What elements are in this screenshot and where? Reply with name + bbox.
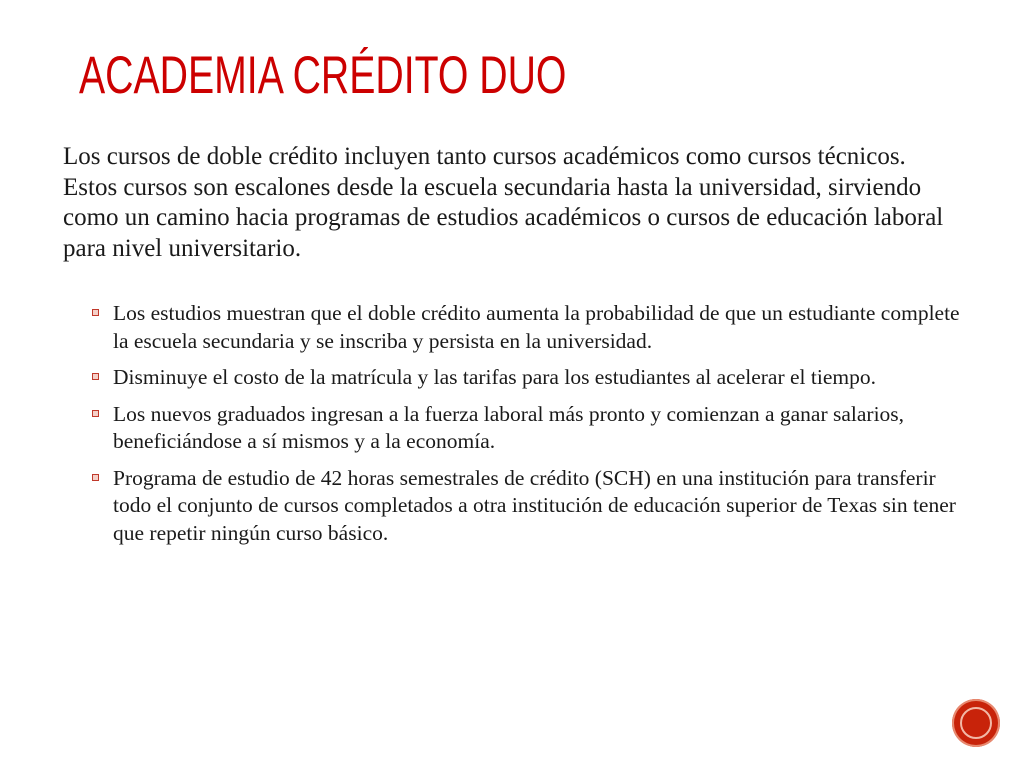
- intro-paragraph: Los cursos de doble crédito incluyen tanto cursos académicos como cursos técnicos. Estos cursos son escalones desde la escuela secundaria hasta la universidad, sirviendo como un camino hacia programas de estudios académicos o cursos de educación laboral para nivel universitario.: [63, 143, 944, 262]
- bullet-text: Programa de estudio de 42 horas semestrales de crédito (SCH) en una institución para transferir todo el conjunto de cursos completados a otra institución de educación superior de Texas sin tener que repetir ningún curso básico.: [113, 465, 956, 545]
- bullet-text: Los estudios muestran que el doble crédito aumenta la probabilidad de que un estudiante complete la escuela secundaria y se inscriba y persista en la universidad.: [113, 301, 960, 353]
- square-bullet-icon: [92, 373, 99, 380]
- bullet-list: [92, 300, 972, 556]
- bullet-item: [92, 401, 972, 456]
- badge-inner-ring: [960, 707, 992, 739]
- square-bullet-icon: [92, 309, 99, 316]
- bullet-item: [92, 465, 972, 548]
- bullet-text: Disminuye el costo de la matrícula y las tarifas para los estudiantes al acelerar el tiempo.: [113, 365, 876, 389]
- bullet-item: [92, 300, 972, 355]
- slide-title: ACADEMIA CRÉDITO DUO: [79, 46, 567, 105]
- square-bullet-icon: [92, 474, 99, 481]
- slide-badge-circle-icon: [952, 699, 1000, 747]
- bullet-text: Los nuevos graduados ingresan a la fuerza laboral más pronto y comienzan a ganar salarios, beneficiándose a sí mismos y a la economía.: [113, 401, 905, 453]
- square-bullet-icon: [92, 410, 99, 417]
- bullet-item: [92, 364, 972, 392]
